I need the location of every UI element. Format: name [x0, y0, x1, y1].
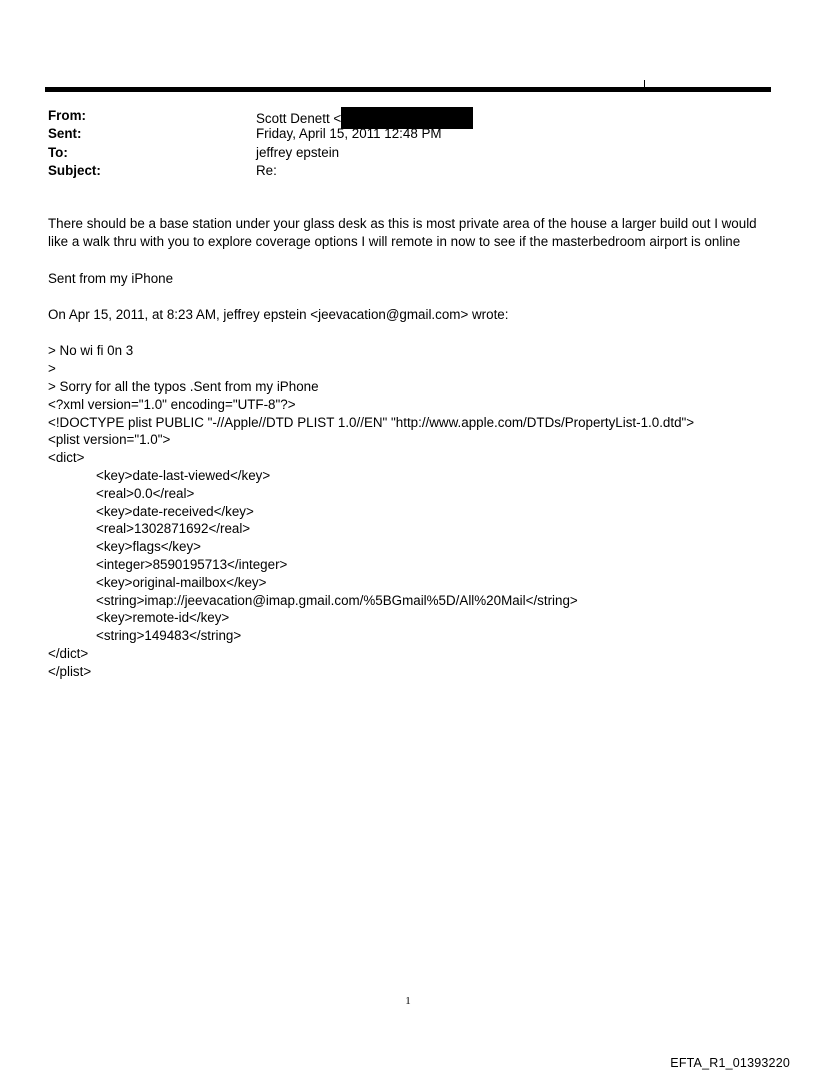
dict-entry: <string>149483</string> [96, 628, 242, 644]
plist-close: </plist> [48, 663, 92, 679]
xml-doctype: <!DOCTYPE plist PUBLIC "-//Apple//DTD PLIST 1.0//EN" "http://www.apple.com/DTDs/PropertyList-1.0.dtd"> [48, 414, 695, 430]
quoted-line: > No wi fi 0n 3 [48, 343, 134, 359]
subject-row [48, 162, 768, 180]
dict-entry: <key>original-mailbox</key> [96, 574, 267, 590]
dict-entry: <key>date-last-viewed</key> [96, 467, 271, 483]
xml-declaration: <?xml version="1.0" encoding="UTF-8"?> [48, 396, 296, 412]
page-number: 1 [405, 995, 411, 1007]
quoted-line: > [48, 361, 56, 377]
quote-intro: On Apr 15, 2011, at 8:23 AM, jeffrey epstein <jeevacation@gmail.com> wrote: [48, 306, 509, 322]
email-header [48, 107, 768, 180]
dict-entry: <real>0.0</real> [96, 485, 195, 501]
dict-entry: <key>remote-id</key> [96, 610, 230, 626]
plist-open: <plist version="1.0"> [48, 432, 171, 448]
sent-label: Sent: [48, 126, 82, 142]
sent-row [48, 125, 768, 143]
dict-entry: <key>flags</key> [96, 539, 201, 555]
quoted-line: > Sorry for all the typos .Sent from my iPhone [48, 378, 319, 394]
to-label: To: [48, 144, 68, 160]
subject-value: Re: [256, 162, 277, 178]
dict-entry: <integer>8590195713</integer> [96, 556, 288, 572]
from-row [48, 107, 768, 125]
signature: Sent from my iPhone [48, 270, 174, 286]
header-rule-tick [644, 80, 645, 87]
body-line-2: like a walk thru with you to explore coverage options I will remote in now to see if the masterbedroom airport is online [48, 234, 741, 250]
dict-entry: <key>date-received</key> [96, 503, 254, 519]
dict-entry: <real>1302871692</real> [96, 521, 251, 537]
subject-label: Subject: [48, 162, 101, 178]
document-id: EFTA_R1_01393220 [670, 1056, 790, 1070]
email-body [48, 215, 778, 681]
from-name: Scott Denett < [256, 111, 342, 126]
to-value: jeffrey epstein [256, 144, 340, 160]
from-label: From: [48, 108, 86, 123]
to-row [48, 144, 768, 162]
body-line-1: There should be a base station under your glass desk as this is most private area of the house a larger build out I would [48, 216, 757, 231]
dict-entry: <string>imap://jeevacation@imap.gmail.com/%5BGmail%5D/All%20Mail</string> [96, 592, 578, 608]
sent-value: Friday, April 15, 2011 12:48 PM [256, 126, 442, 142]
header-rule [45, 87, 771, 92]
dict-open: <dict> [48, 450, 85, 466]
dict-close: </dict> [48, 645, 89, 661]
